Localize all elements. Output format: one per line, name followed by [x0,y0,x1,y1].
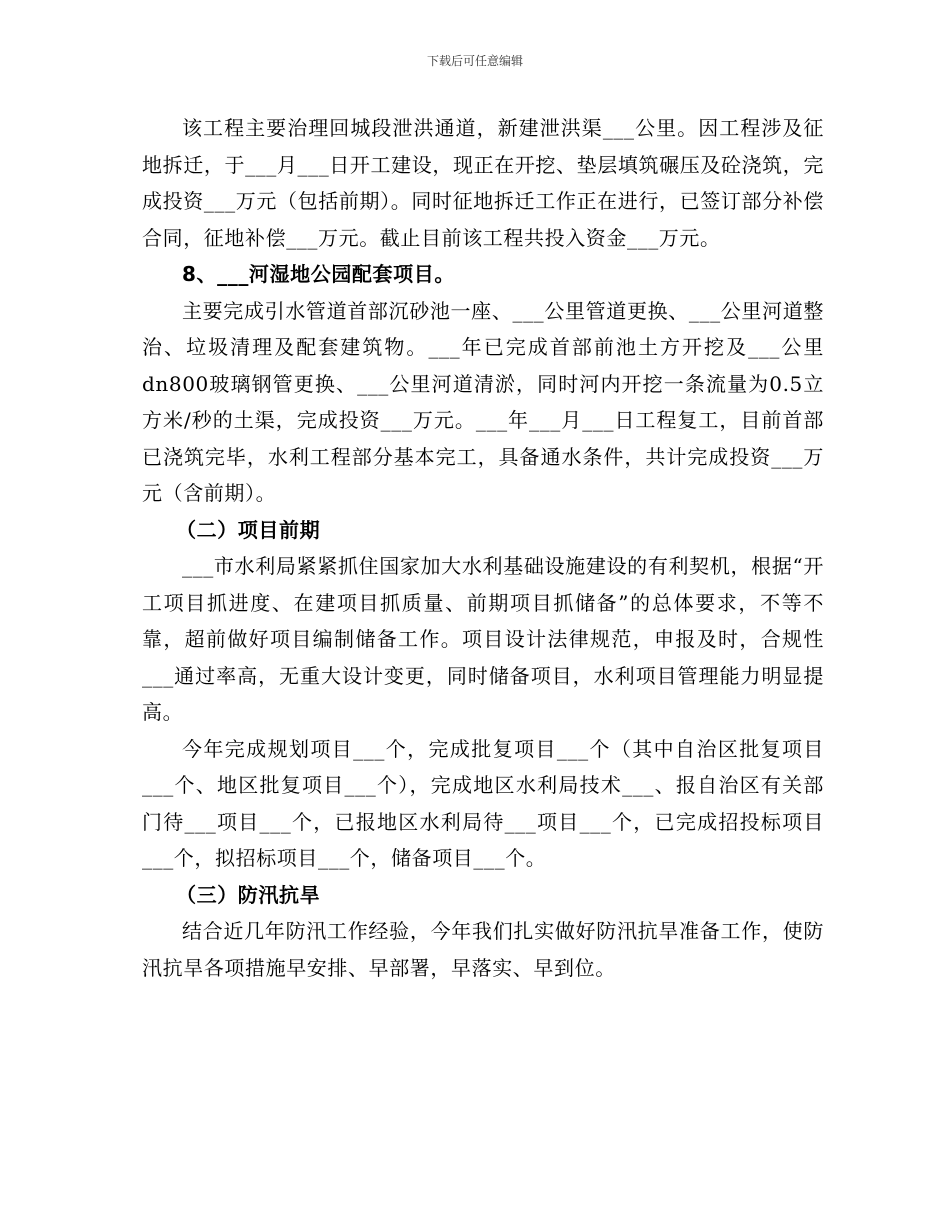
paragraph-project-preparation: ___市水利局紧紧抓住国家加大水利基础设施建设的有利契机，根据“开工项目抓进度、在建项目抓质量、前期项目抓储备”的总体要求，不等不靠，超前做好项目编制储备工作。项目设计法律规范，申报及时，合规性___通过率高，无重大设计变更，同时储备项目，水利项目管理能力明显提高。 [142,554,824,724]
paragraph-flood-channel: 该工程主要治理回城段泄洪通道，新建泄洪渠___公里。因工程涉及征地拆迁，于___月___日开工建设，现正在开挖、垫层填筑碾压及砼浇筑，完成投资___万元（包括前期）。同时征地拆迁工作正在进行，已签订部分补偿合同，征地补偿___万元。截止目前该工程共投入资金___万元。 [142,116,824,250]
heading-section-3: （三）防汛抗旱 [176,882,321,907]
paragraph-project-counts: 今年完成规划项目___个，完成批复项目___个（其中自治区批复项目___个、地区批复项目___个），完成地区水利局技术___、报自治区有关部门待___项目___个，已报地区水利局待___项目___个，已完成招投标项目___个，拟招标项目___个，储备项目___个。 [142,736,824,870]
paragraph-wetland-park: 主要完成引水管道首部沉砂池一座、___公里管道更换、___公里河道整治、垃圾清理及配套建筑物。___年已完成首部前池土方开挖及___公里dn800玻璃钢管更换、___公里河道清淤，同时河内开挖一条流量为0.5立方米/秒的土渠，完成投资___万元。___年___月___日工程复工，目前首部已浇筑完毕，水利工程部分基本完工，具备通水条件，共计完成投资___万元（含前期）。 [142,298,824,505]
heading-item-8: 8、___河湿地公园配套项目。 [182,262,455,286]
heading-section-2: （二）项目前期 [176,517,321,542]
page-header: 下载后可任意编辑 [426,54,523,68]
paragraph-flood-control: 结合近几年防汛工作经验，今年我们扎实做好防汛抗旱准备工作，使防汛抗旱各项措施早安排、早部署，早落实、早到位。 [142,919,824,980]
document-body [142,110,824,986]
